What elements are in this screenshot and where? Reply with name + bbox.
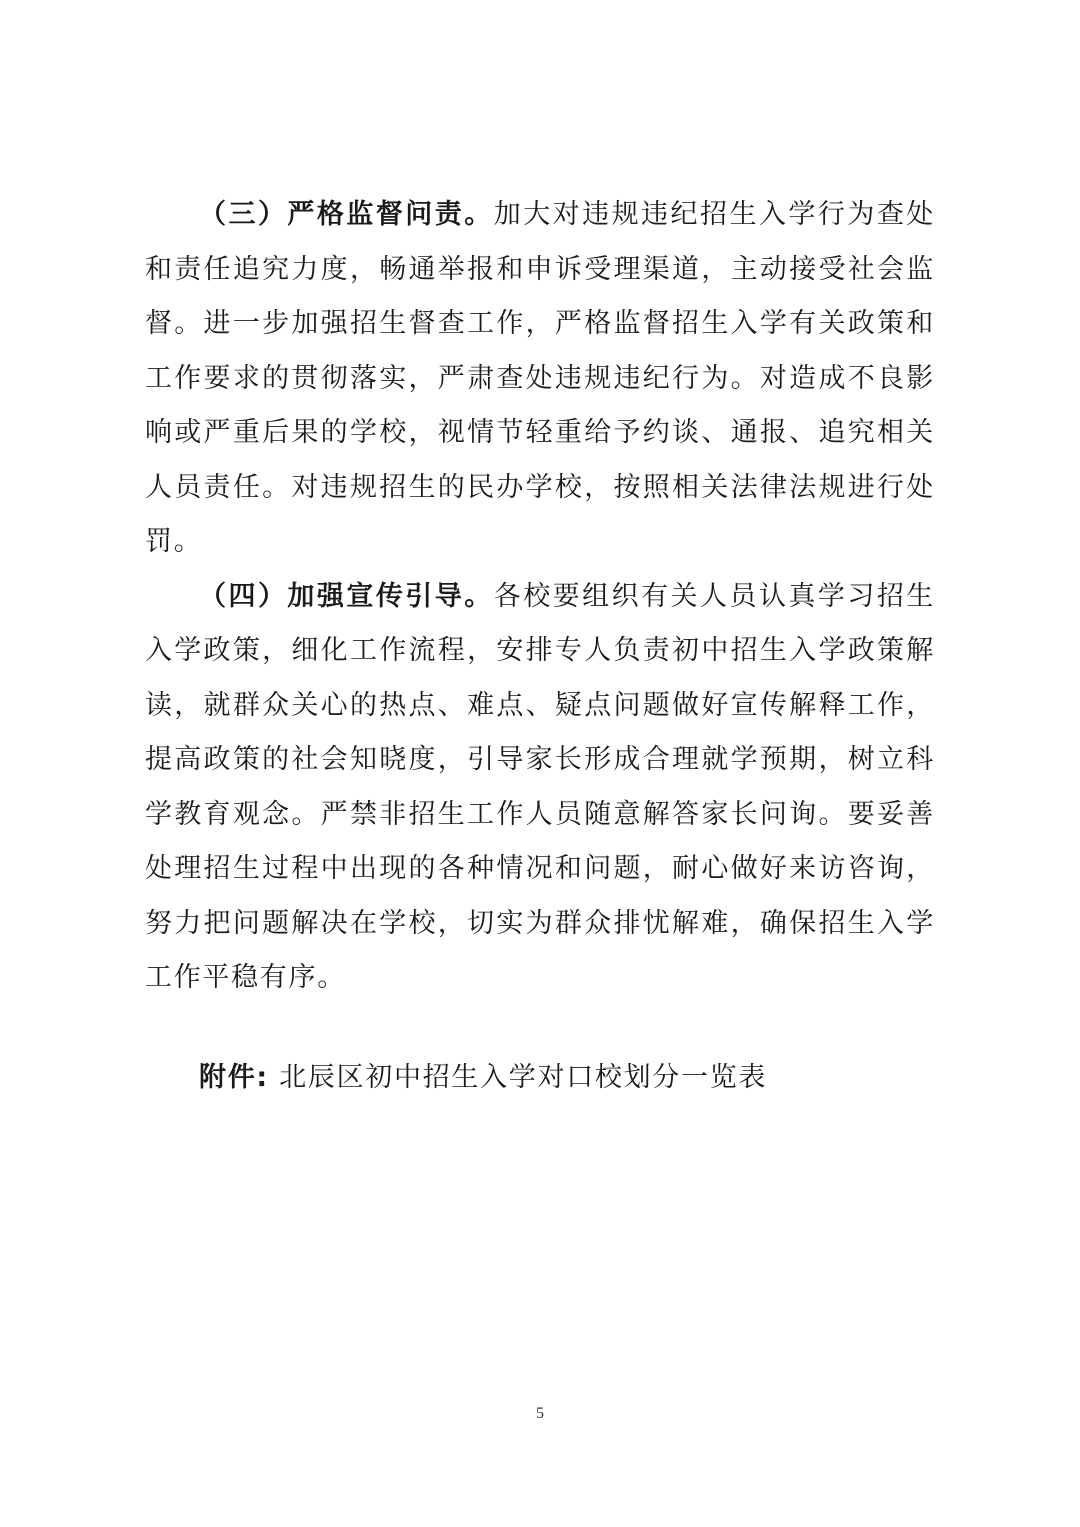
section-supervision [145, 188, 935, 570]
document-body [145, 188, 935, 1105]
attachment-line [145, 1051, 935, 1106]
attachment-title: 北辰区初中招生入学对口校划分一览表 [279, 1061, 768, 1093]
page-number: 5 [536, 1405, 544, 1422]
section-text: 加大对违规违纪招生入学行为查处和责任追究力度，畅通举报和申诉受理渠道，主动接受社会监督。进一步加强招生督查工作，严格监督招生入学有关政策和工作要求的贯彻落实，严肃查处违规违纪行为。对造成不良影响或严重后果的学校，视情节轻重给予约谈、通报、追究相关人员责任。对违规招生的民办学校，按照相关法律法规进行处罚。 [145, 199, 936, 557]
section-heading: （四）加强宣传引导。 [199, 580, 494, 612]
attachment-label: 附件: [199, 1061, 269, 1093]
section-publicity [145, 570, 935, 1006]
section-text: 各校要组织有关人员认真学习招生入学政策，细化工作流程，安排专人负责初中招生入学政策解读，就群众关心的热点、难点、疑点问题做好宣传解释工作，提高政策的社会知晓度，引导家长形成合理就学预期，树立科学教育观念。严禁非招生工作人员随意解答家长问询。要妥善处理招生过程中出现的各种情况和问题，耐心做好来访咨询，努力把问题解决在学校，切实为群众排忧解难，确保招生入学工作平稳有序。 [145, 580, 936, 993]
section-heading: （三）严格监督问责。 [199, 199, 494, 230]
